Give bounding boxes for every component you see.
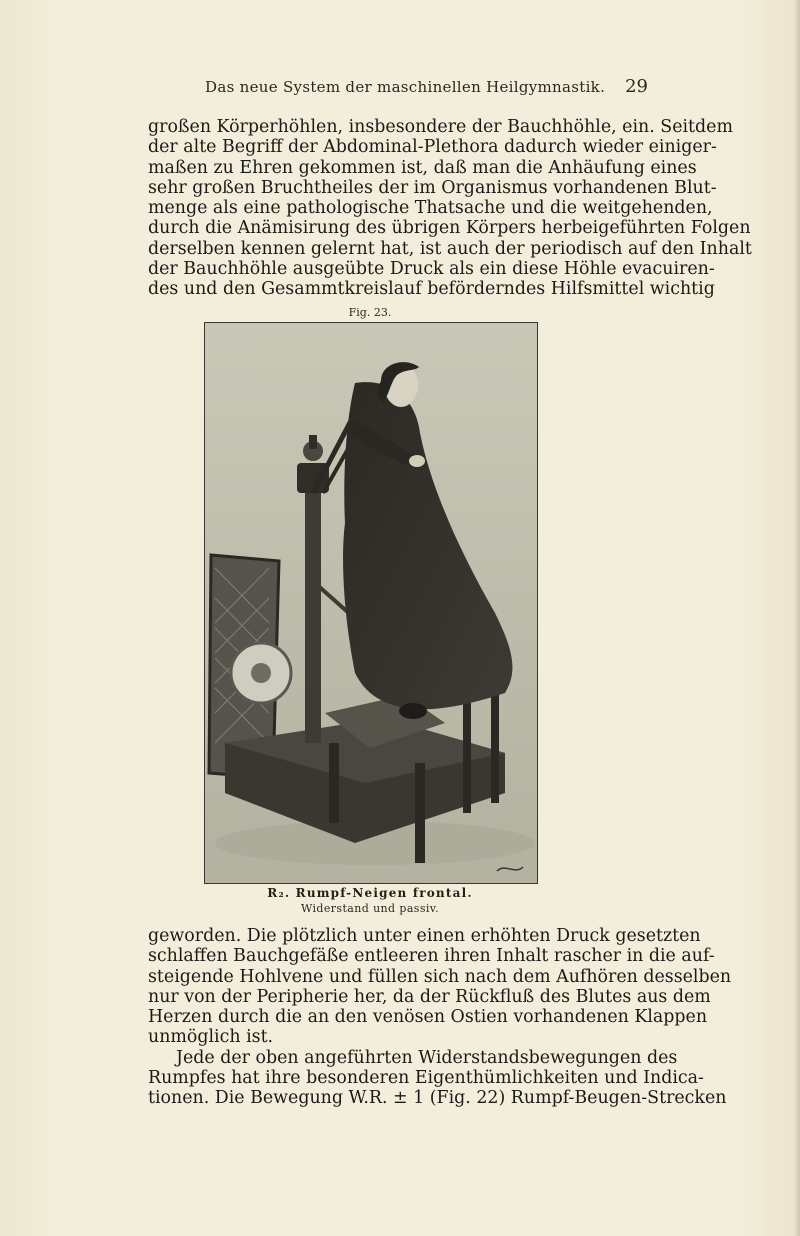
figure-label: Fig. 23. — [348, 306, 392, 319]
text-line: der Bauchhöhle ausgeübte Druck als ein diese Höhle evacuiren- — [148, 259, 715, 280]
text-line: steigende Hohlvene und füllen sich nach dem Aufhören desselben — [148, 966, 732, 987]
text-line: des und den Gesammtkreislauf beförderndes Hilfsmittel wichtig — [148, 279, 715, 300]
text-line: durch die Anämisirung des übrigen Körpers herbeigeführten Folgen — [148, 218, 751, 239]
text-line: schlaffen Bauchgefäße entleeren ihren Inhalt rascher in die auf- — [148, 946, 715, 967]
text-line: sehr großen Bruchtheiles der im Organismus vorhandenen Blut- — [148, 177, 717, 198]
text-line: menge als eine pathologische Thatsache und die weitgehenden, — [148, 198, 713, 219]
figure-photograph — [204, 322, 538, 884]
running-title: Das neue System der maschinellen Heilgymnastik. — [205, 78, 606, 96]
machine-illustration — [205, 323, 537, 883]
text-line: Jede der oben angeführten Widerstandsbewegungen des — [176, 1047, 678, 1068]
figure-caption-subtitle: Widerstand und passiv. — [300, 902, 439, 915]
text-line: unmöglich ist. — [148, 1027, 274, 1048]
text-line: tionen. Die Bewegung W.R. ± 1 (Fig. 22) Rumpf-Beugen-Strecken — [148, 1088, 727, 1109]
text-line: Herzen durch die an den venösen Ostien vorhandenen Klappen — [148, 1007, 708, 1028]
text-line: der alte Begriff der Abdominal-Plethora dadurch wieder einiger- — [148, 137, 717, 158]
text-line: maßen zu Ehren gekommen ist, daß man die Anhäufung eines — [148, 157, 697, 178]
text-line: Rumpfes hat ihre besonderen Eigenthümlichkeiten und Indica- — [148, 1068, 704, 1089]
text-line: nur von der Peripherie her, da der Rückfluß des Blutes aus dem — [148, 986, 711, 1007]
text-line: geworden. Die plötzlich unter einen erhöhten Druck gesetzten — [148, 926, 701, 946]
page-number: 29 — [625, 76, 648, 97]
paragraph-top — [148, 117, 752, 300]
page-edge-shadow — [794, 0, 800, 1236]
figure-caption-title: R₂. Rumpf-Neigen frontal. — [267, 886, 473, 900]
text-line: derselben kennen gelernt hat, ist auch der periodisch auf den Inhalt — [148, 238, 752, 259]
text-line: großen Körperhöhlen, insbesondere der Bauchhöhle, ein. Seitdem — [148, 117, 733, 137]
paragraph-bottom — [148, 926, 732, 1109]
